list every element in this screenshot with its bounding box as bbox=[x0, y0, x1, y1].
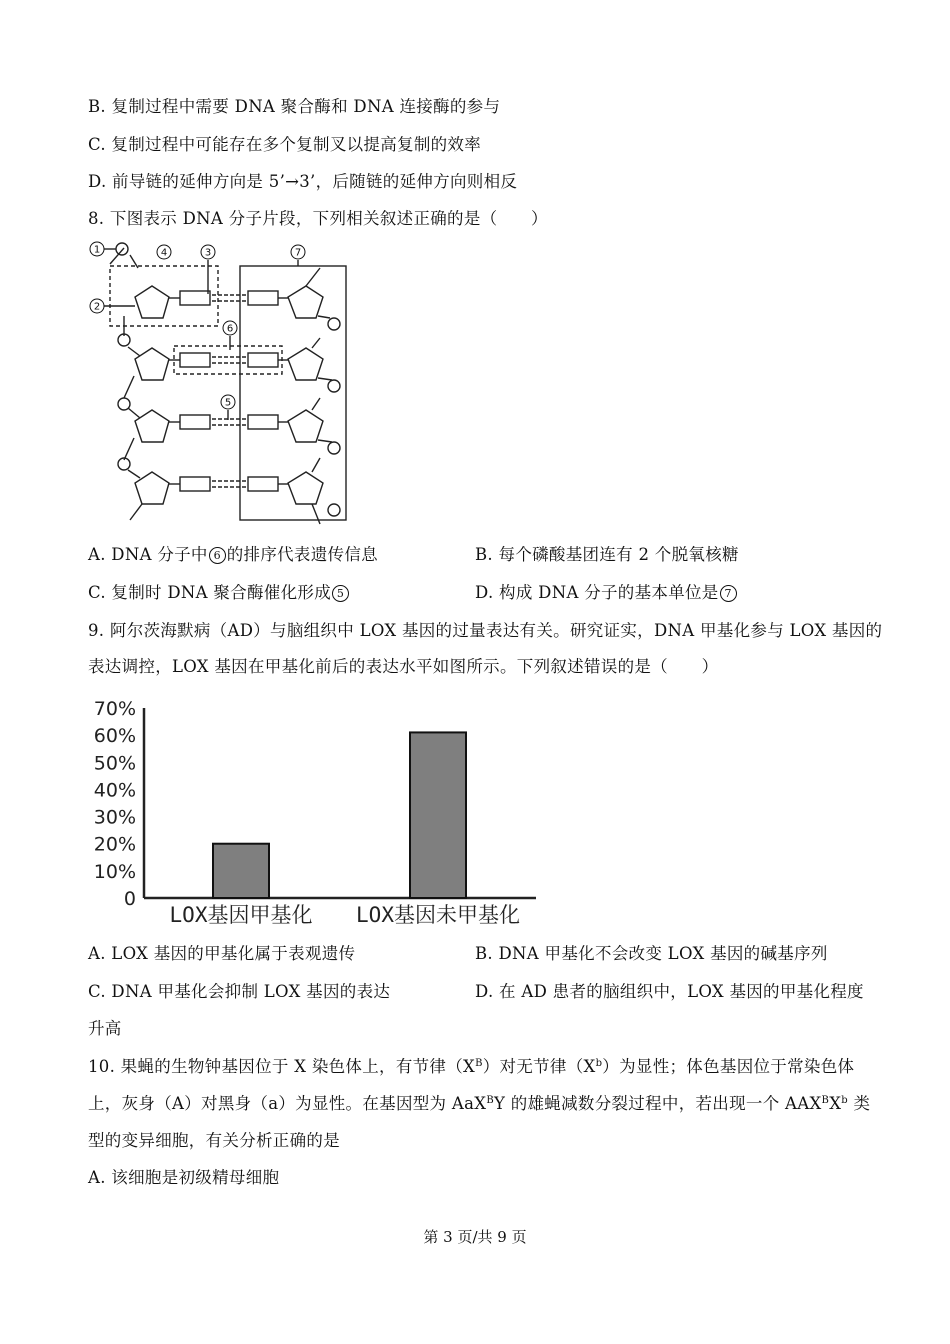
q10-stem-line2: 上，灰身（A）对黑身（a）为显性。在基因型为 AaX$^B$Y 的雄蝇减数分裂过程中，若出现一个 $AAX^BX^b$ 类 bbox=[88, 1094, 871, 1113]
label-6: 6 bbox=[226, 323, 234, 335]
q8-option-c: C. 复制时 DNA 聚合酶催化形成 5 bbox=[88, 583, 350, 603]
y-tick-label: 10% bbox=[93, 860, 136, 883]
label-4: 4 bbox=[160, 247, 168, 259]
base-right-3 bbox=[248, 415, 278, 429]
q7-option-d: D. 前导链的延伸方向是 5’→3’，后随链的延伸方向则相反 bbox=[88, 172, 518, 191]
base-left-3 bbox=[180, 415, 210, 429]
q7-option-c: C. 复制过程中可能存在多个复制叉以提高复制的效率 bbox=[88, 135, 482, 154]
label-7: 7 bbox=[294, 247, 302, 259]
q8-option-d: D. 构成 DNA 分子的基本单位是 7 bbox=[475, 583, 738, 603]
q10-stem-line1: 10. 果蝇的生物钟基因位于 X 染色体上，有节律$(X^B)$对无节律$(X^b)$为显性；体色基因位于常染色体 bbox=[88, 1057, 855, 1076]
q10-option-a: A. 该细胞是初级精母细胞 bbox=[88, 1168, 280, 1187]
phosphate-right-4 bbox=[328, 504, 340, 516]
base-left-2 bbox=[180, 353, 210, 367]
phosphate-left-3 bbox=[118, 398, 130, 410]
lox-expression-bar-chart bbox=[88, 694, 548, 930]
deoxyribose-left-1 bbox=[135, 286, 169, 318]
deoxyribose-left-4 bbox=[135, 472, 169, 504]
deoxyribose-left-3 bbox=[135, 410, 169, 442]
deoxyribose-left-2 bbox=[135, 348, 169, 380]
y-tick-label: 0 bbox=[123, 888, 136, 910]
q9-option-c: C. DNA 甲基化会抑制 LOX 基因的表达 bbox=[88, 982, 391, 1001]
q9-option-d: D. 在 AD 患者的脑组织中，LOX 基因的甲基化程度 bbox=[475, 982, 864, 1001]
phosphate-left-1 bbox=[116, 243, 128, 255]
y-tick-label: 70% bbox=[93, 698, 136, 720]
base-right-4 bbox=[248, 477, 278, 491]
label-3: 3 bbox=[204, 247, 212, 259]
phosphate-right-3 bbox=[328, 442, 340, 454]
bar-1 bbox=[213, 844, 269, 898]
base-left-4 bbox=[180, 477, 210, 491]
label-1: 1 bbox=[93, 244, 101, 256]
y-tick-label: 30% bbox=[93, 806, 136, 829]
y-tick-label: 50% bbox=[93, 752, 136, 775]
deoxyribose-right-2 bbox=[288, 348, 323, 380]
deoxyribose-right-1 bbox=[288, 286, 323, 318]
dna-structure-diagram bbox=[80, 238, 360, 530]
label-2: 2 bbox=[93, 301, 101, 313]
label-7-box bbox=[240, 266, 346, 520]
bar-2 bbox=[410, 732, 466, 898]
x-category-label: LOX基因未甲基化 bbox=[356, 903, 520, 927]
y-tick-label: 60% bbox=[93, 725, 136, 748]
base-left-1 bbox=[180, 291, 210, 305]
label-5: 5 bbox=[224, 397, 232, 409]
y-tick-label: 40% bbox=[93, 779, 136, 802]
phosphate-right-2 bbox=[328, 380, 340, 392]
x-category-label: LOX基因甲基化 bbox=[169, 903, 313, 927]
q9-stem-line1: 9. 阿尔茨海默病（AD）与脑组织中 LOX 基因的过量表达有关。研究证实，DNA 甲基化参与 LOX 基因的 bbox=[88, 621, 883, 640]
base-right-2 bbox=[248, 353, 278, 367]
deoxyribose-right-3 bbox=[288, 410, 323, 442]
phosphate-right-1 bbox=[328, 318, 340, 330]
q8-option-b: B. 每个磷酸基团连有 2 个脱氧核糖 bbox=[475, 545, 739, 564]
label-6-box bbox=[174, 346, 282, 374]
y-tick-label: 20% bbox=[93, 833, 136, 856]
q9-stem-line2: 表达调控，LOX 基因在甲基化前后的表达水平如图所示。下列叙述错误的是（ ） bbox=[88, 657, 719, 676]
q8-option-a: A. DNA 分子中 6 的排序代表遗传信息 bbox=[88, 545, 378, 564]
q9-option-d-continued: 升高 bbox=[88, 1019, 122, 1038]
q10-stem-line3: 型的变异细胞，有关分析正确的是 bbox=[88, 1131, 340, 1150]
q9-option-b: B. DNA 甲基化不会改变 LOX 基因的碱基序列 bbox=[475, 944, 828, 963]
q8-stem: 8. 下图表示 DNA 分子片段，下列相关叙述正确的是（ ） bbox=[88, 209, 548, 228]
base-right-1 bbox=[248, 291, 278, 305]
page-footer: 第 3 页/共 9 页 bbox=[423, 1228, 527, 1246]
q7-option-b: B. 复制过程中需要 DNA 聚合酶和 DNA 连接酶的参与 bbox=[88, 97, 501, 116]
deoxyribose-right-4 bbox=[288, 472, 323, 504]
q9-option-a: A. LOX 基因的甲基化属于表观遗传 bbox=[88, 944, 356, 963]
